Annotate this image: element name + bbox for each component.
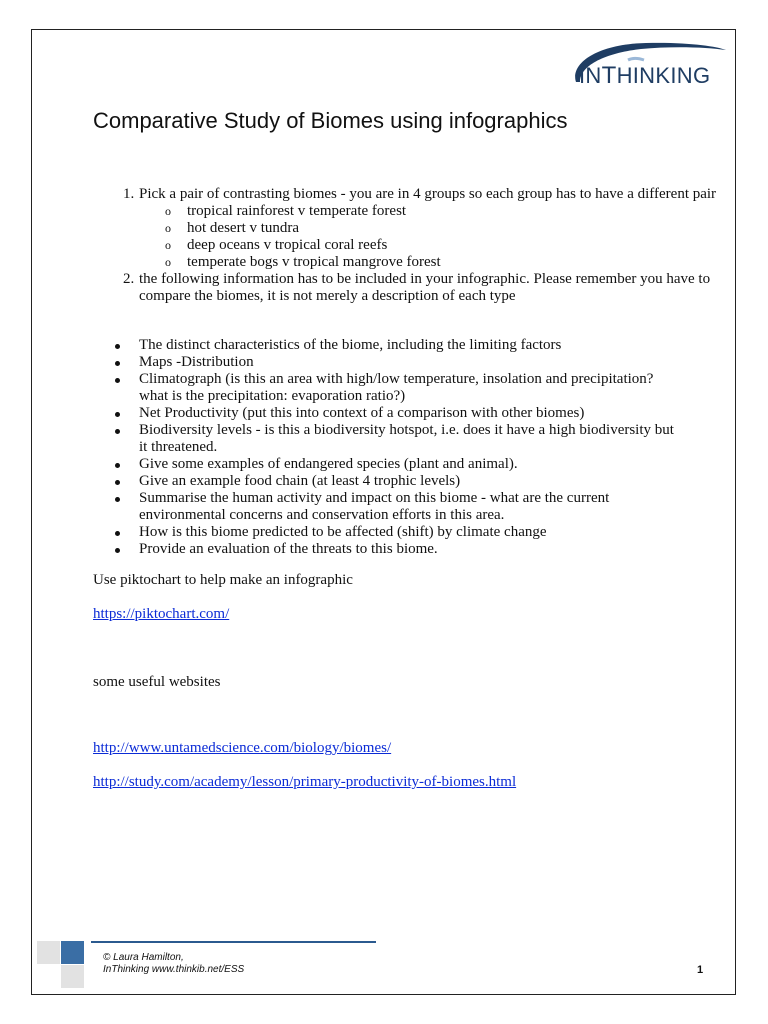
- untamedscience-link[interactable]: http://www.untamedscience.com/biology/biomes/: [93, 740, 392, 756]
- footer-divider: [91, 941, 376, 943]
- footer-decor-square: [37, 941, 60, 964]
- requirement-item: Net Productivity (put this into context of a comparison with other biomes): [93, 405, 683, 422]
- step-text: the following information has to be included in your infographic. Please remember you have to compare the biomes, it is not merely a description of each type: [139, 271, 711, 304]
- websites-heading: some useful websites: [93, 674, 221, 690]
- footer-copyright: © Laura Hamilton,: [103, 952, 184, 963]
- footer-decor-square: [61, 965, 84, 988]
- bullet-dot-icon: [115, 361, 120, 366]
- page-number: 1: [697, 964, 704, 976]
- requirement-item: Climatograph (is this an area with high/low temperature, insolation and precipitation? what is the precipitation: evaporation ratio?): [93, 371, 683, 405]
- circle-bullet-icon: o: [165, 255, 171, 269]
- study-com-link[interactable]: http://study.com/academy/lesson/primary-productivity-of-biomes.html: [93, 774, 517, 790]
- step-text: Pick a pair of contrasting biomes - you are in 4 groups so each group has to have a different pair: [139, 186, 717, 202]
- requirement-item: Give some examples of endangered species (plant and animal).: [93, 456, 683, 473]
- bullet-dot-icon: [115, 497, 120, 502]
- requirement-item: Provide an evaluation of the threats to this biome.: [93, 541, 683, 558]
- circle-bullet-icon: o: [165, 221, 171, 235]
- step-item: [138, 186, 728, 271]
- footer-site: InThinking www.thinkib.net/ESS: [103, 964, 245, 975]
- biome-pair-item: o deep oceans v tropical coral reefs: [165, 237, 388, 253]
- logo-text: INTHINKING: [579, 62, 711, 89]
- biome-pair-item: o temperate bogs v tropical mangrove forest: [165, 254, 441, 270]
- steps-list: [93, 186, 728, 305]
- bullet-dot-icon: [115, 378, 120, 383]
- circle-bullet-icon: o: [165, 238, 171, 252]
- requirement-item: Biodiversity levels - is this a biodiversity hotspot, i.e. does it have a high biodiversity but it threatened.: [93, 422, 683, 456]
- requirement-item: Summarise the human activity and impact on this biome - what are the current environmental concerns and conservation efforts in this area.: [93, 490, 683, 524]
- bullet-dot-icon: [115, 480, 120, 485]
- bullet-dot-icon: [115, 463, 120, 468]
- footer-decor-square: [61, 941, 84, 964]
- requirement-item: Maps -Distribution: [93, 354, 683, 371]
- inthinking-logo: [566, 38, 728, 90]
- piktochart-link[interactable]: https://piktochart.com/: [93, 606, 230, 622]
- bullet-dot-icon: [115, 548, 120, 553]
- requirements-list: [93, 337, 683, 558]
- biome-pair-item: o hot desert v tundra: [165, 220, 300, 236]
- page-title: Comparative Study of Biomes using infographics: [93, 108, 568, 133]
- biome-pair-item: o tropical rainforest v temperate forest: [165, 203, 407, 219]
- step-item: [138, 271, 728, 305]
- bullet-dot-icon: [115, 344, 120, 349]
- bullet-dot-icon: [115, 429, 120, 434]
- requirement-item: Give an example food chain (at least 4 trophic levels): [93, 473, 683, 490]
- bullet-dot-icon: [115, 412, 120, 417]
- requirement-item: How is this biome predicted to be affected (shift) by climate change: [93, 524, 683, 541]
- biome-pairs-list: [139, 203, 728, 271]
- requirement-item: The distinct characteristics of the biome, including the limiting factors: [93, 337, 683, 354]
- bullet-dot-icon: [115, 531, 120, 536]
- piktochart-note: Use piktochart to help make an infographic: [93, 572, 353, 588]
- circle-bullet-icon: o: [165, 204, 171, 218]
- footer-credit: [103, 952, 244, 976]
